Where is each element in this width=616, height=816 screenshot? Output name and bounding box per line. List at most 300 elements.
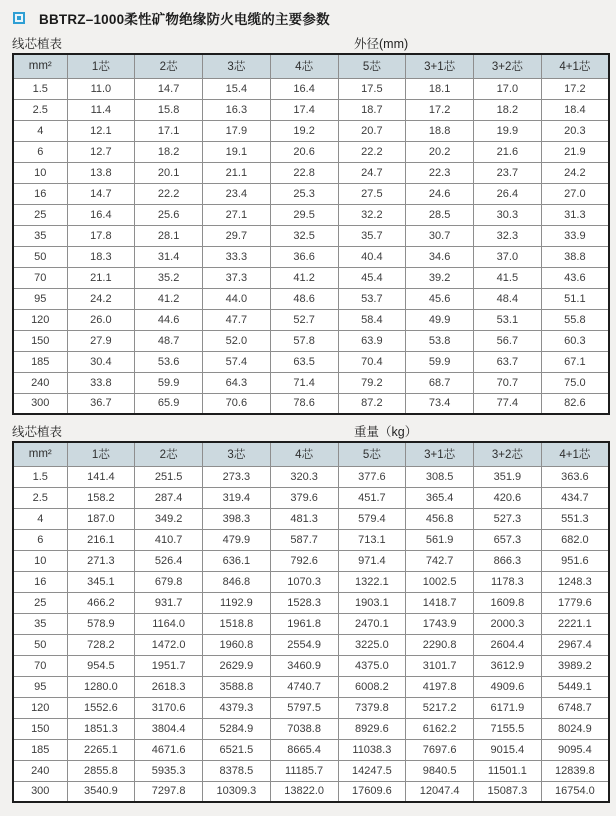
table2-caption-left: 线芯植表 [12,425,63,439]
outer-diameter-table [12,53,610,415]
table-cell: 398.3 [203,508,271,529]
table-cell: 38.8 [541,246,609,267]
column-header: 3芯 [203,442,271,466]
table-row [13,351,609,372]
table-row [13,760,609,781]
table-cell: 26.4 [474,183,542,204]
table-cell: 24.2 [541,162,609,183]
table-cell: 4379.3 [203,697,271,718]
table-cell: 50 [13,246,67,267]
table-cell: 22.2 [338,141,406,162]
table-cell: 24.7 [338,162,406,183]
column-header: 2芯 [135,442,203,466]
table-cell: 7038.8 [270,718,338,739]
bullet-core [17,16,21,20]
table-cell: 59.9 [135,372,203,393]
table-cell: 971.4 [338,550,406,571]
table-cell: 6748.7 [541,697,609,718]
table-cell: 28.1 [135,225,203,246]
table-cell: 251.5 [135,466,203,487]
table-cell: 11501.1 [474,760,542,781]
table-cell: 320.3 [270,466,338,487]
table-cell: 31.4 [135,246,203,267]
table-cell: 481.3 [270,508,338,529]
table-cell: 26.0 [67,309,135,330]
table-cell: 5797.5 [270,697,338,718]
table-cell: 6171.9 [474,697,542,718]
table-cell: 29.7 [203,225,271,246]
table-cell: 20.1 [135,162,203,183]
table-cell: 479.9 [203,529,271,550]
column-header: 5芯 [338,54,406,78]
table-cell: 379.6 [270,487,338,508]
table-cell: 4 [13,508,67,529]
table-row [13,162,609,183]
table-cell: 16 [13,571,67,592]
table-cell: 679.8 [135,571,203,592]
table-cell: 1.5 [13,78,67,99]
table-cell: 30.7 [406,225,474,246]
table-cell: 9840.5 [406,760,474,781]
table-cell: 56.7 [474,330,542,351]
table-cell: 527.3 [474,508,542,529]
column-header: 4+1芯 [541,442,609,466]
column-header: 1芯 [67,442,135,466]
table-cell: 32.3 [474,225,542,246]
table-cell: 82.6 [541,393,609,414]
table-cell: 19.1 [203,141,271,162]
table-cell: 19.9 [474,120,542,141]
table-cell: 1248.3 [541,571,609,592]
table-cell: 15087.3 [474,781,542,802]
table-cell: 30.4 [67,351,135,372]
table-cell: 1192.9 [203,592,271,613]
table-cell: 18.2 [135,141,203,162]
table-cell: 5284.9 [203,718,271,739]
table-cell: 2629.9 [203,655,271,676]
column-header: 4芯 [270,442,338,466]
table-cell: 37.0 [474,246,542,267]
table-cell: 7297.8 [135,781,203,802]
table-cell: 63.9 [338,330,406,351]
table-cell: 16.4 [270,78,338,99]
bullet-mid [15,14,23,22]
table-cell: 3989.2 [541,655,609,676]
table-cell: 363.6 [541,466,609,487]
table-cell: 17.2 [541,78,609,99]
table-cell: 43.6 [541,267,609,288]
table-cell: 420.6 [474,487,542,508]
table-cell: 273.3 [203,466,271,487]
blue-square-bullet-icon [13,12,25,24]
table-cell: 27.1 [203,204,271,225]
table-cell: 2967.4 [541,634,609,655]
table-cell: 1070.3 [270,571,338,592]
table-row [13,372,609,393]
table-cell: 456.8 [406,508,474,529]
table-cell: 4909.6 [474,676,542,697]
table-cell: 2265.1 [67,739,135,760]
page-title: BBTRZ–1000柔性矿物绝缘防火电缆的主要参数 [39,12,330,27]
table-cell: 36.6 [270,246,338,267]
table-cell: 4671.6 [135,739,203,760]
table-cell: 12.7 [67,141,135,162]
table-cell: 16.3 [203,99,271,120]
table-cell: 73.4 [406,393,474,414]
table-cell: 3170.6 [135,697,203,718]
table-cell: 1002.5 [406,571,474,592]
table-cell: 1528.3 [270,592,338,613]
table-cell: 39.2 [406,267,474,288]
table-cell: 1609.8 [474,592,542,613]
table-cell: 2290.8 [406,634,474,655]
table-cell: 11038.3 [338,739,406,760]
table-cell: 51.1 [541,288,609,309]
table-cell: 713.1 [338,529,406,550]
table-cell: 17609.6 [338,781,406,802]
table-cell: 17.2 [406,99,474,120]
table-cell: 57.8 [270,330,338,351]
table-cell: 15.4 [203,78,271,99]
column-header: 4芯 [270,54,338,78]
table1-caption [12,34,610,51]
table-cell: 271.3 [67,550,135,571]
table-cell: 17.9 [203,120,271,141]
table-cell: 5217.2 [406,697,474,718]
header-row [13,54,609,78]
table-row [13,487,609,508]
table-cell: 185 [13,351,67,372]
table-row [13,288,609,309]
table-cell: 10 [13,162,67,183]
table1-caption-right: 外径(mm) [354,37,409,51]
table-cell: 35.2 [135,267,203,288]
table-cell: 1472.0 [135,634,203,655]
table-row [13,393,609,414]
table-cell: 18.8 [406,120,474,141]
table-row [13,529,609,550]
table-cell: 466.2 [67,592,135,613]
table-cell: 25 [13,204,67,225]
table-cell: 11.4 [67,99,135,120]
table-cell: 434.7 [541,487,609,508]
table-cell: 17.8 [67,225,135,246]
weight-table [12,441,610,803]
table-cell: 41.2 [135,288,203,309]
column-header: 2芯 [135,54,203,78]
table-cell: 3612.9 [474,655,542,676]
table-cell: 19.2 [270,120,338,141]
table-cell: 240 [13,372,67,393]
table-cell: 29.5 [270,204,338,225]
table-cell: 70 [13,655,67,676]
table-cell: 2.5 [13,99,67,120]
table-cell: 11185.7 [270,760,338,781]
table-row [13,246,609,267]
table1-caption-left: 线芯植表 [12,37,63,51]
table-cell: 12.1 [67,120,135,141]
table-row [13,141,609,162]
table-cell: 657.3 [474,529,542,550]
table-cell: 2604.4 [474,634,542,655]
table-cell: 10 [13,550,67,571]
column-header: 1芯 [67,54,135,78]
table-cell: 1178.3 [474,571,542,592]
table-cell: 50 [13,634,67,655]
table-cell: 185 [13,739,67,760]
table-cell: 3588.8 [203,676,271,697]
table-row [13,550,609,571]
table-cell: 1164.0 [135,613,203,634]
table-cell: 70.4 [338,351,406,372]
table-cell: 8929.6 [338,718,406,739]
table-cell: 187.0 [67,508,135,529]
table-cell: 1743.9 [406,613,474,634]
table-cell: 6162.2 [406,718,474,739]
table-cell: 17.0 [474,78,542,99]
table-cell: 21.9 [541,141,609,162]
table-cell: 2618.3 [135,676,203,697]
table-cell: 52.7 [270,309,338,330]
table-cell: 150 [13,718,67,739]
column-header: mm² [13,54,67,78]
table-row [13,655,609,676]
table-cell: 2554.9 [270,634,338,655]
table-cell: 120 [13,309,67,330]
table-cell: 15.8 [135,99,203,120]
table-cell: 8024.9 [541,718,609,739]
table-cell: 4197.8 [406,676,474,697]
table-cell: 14247.5 [338,760,406,781]
table-cell: 48.4 [474,288,542,309]
table-cell: 587.7 [270,529,338,550]
table-cell: 5935.3 [135,760,203,781]
table-cell: 6 [13,529,67,550]
table-cell: 351.9 [474,466,542,487]
column-header: 3+1芯 [406,442,474,466]
table-cell: 1552.6 [67,697,135,718]
table-cell: 70 [13,267,67,288]
table-cell: 3804.4 [135,718,203,739]
table-cell: 32.2 [338,204,406,225]
table-cell: 120 [13,697,67,718]
table-cell: 300 [13,393,67,414]
table-cell: 7379.8 [338,697,406,718]
table-cell: 1851.3 [67,718,135,739]
table-cell: 4 [13,120,67,141]
table-cell: 150 [13,330,67,351]
table-cell: 18.7 [338,99,406,120]
table-row [13,466,609,487]
table-cell: 636.1 [203,550,271,571]
table-cell: 32.5 [270,225,338,246]
table-cell: 6521.5 [203,739,271,760]
table-cell: 141.4 [67,466,135,487]
table-cell: 22.2 [135,183,203,204]
table-row [13,613,609,634]
table-cell: 60.3 [541,330,609,351]
table-cell: 7155.5 [474,718,542,739]
table-cell: 6008.2 [338,676,406,697]
table-cell: 59.9 [406,351,474,372]
table-cell: 1322.1 [338,571,406,592]
table-cell: 24.6 [406,183,474,204]
table-cell: 21.1 [67,267,135,288]
table-cell: 40.4 [338,246,406,267]
table-cell: 53.6 [135,351,203,372]
table-cell: 20.2 [406,141,474,162]
table-cell: 18.2 [474,99,542,120]
table-cell: 3101.7 [406,655,474,676]
table-cell: 44.6 [135,309,203,330]
table-cell: 48.7 [135,330,203,351]
table-cell: 28.5 [406,204,474,225]
table-cell: 45.4 [338,267,406,288]
table-cell: 79.2 [338,372,406,393]
table-cell: 377.6 [338,466,406,487]
table-cell: 13.8 [67,162,135,183]
table-cell: 77.4 [474,393,542,414]
table-cell: 345.1 [67,571,135,592]
column-header: 3+1芯 [406,54,474,78]
table-cell: 70.6 [203,393,271,414]
table-cell: 47.7 [203,309,271,330]
table-row [13,676,609,697]
table-row [13,78,609,99]
table-row [13,225,609,246]
table-cell: 41.5 [474,267,542,288]
table-cell: 2855.8 [67,760,135,781]
table-cell: 67.1 [541,351,609,372]
table-cell: 25 [13,592,67,613]
table-cell: 87.2 [338,393,406,414]
table-cell: 951.6 [541,550,609,571]
table-row [13,99,609,120]
table-cell: 792.6 [270,550,338,571]
table-cell: 17.4 [270,99,338,120]
table2-caption [12,422,610,439]
table-cell: 728.2 [67,634,135,655]
table-cell: 25.6 [135,204,203,225]
table-cell: 287.4 [135,487,203,508]
table-cell: 319.4 [203,487,271,508]
table-cell: 20.7 [338,120,406,141]
table-row [13,183,609,204]
table-cell: 8378.5 [203,760,271,781]
table-cell: 35 [13,225,67,246]
table-cell: 8665.4 [270,739,338,760]
table-row [13,718,609,739]
table-cell: 22.8 [270,162,338,183]
table-cell: 20.6 [270,141,338,162]
table-row [13,120,609,141]
table-cell: 17.1 [135,120,203,141]
table-cell: 308.5 [406,466,474,487]
column-header: 3+2芯 [474,442,542,466]
header-row [13,442,609,466]
table-cell: 14.7 [135,78,203,99]
table-cell: 95 [13,288,67,309]
table2-caption-right: 重量（kg） [354,425,418,439]
table-cell: 53.1 [474,309,542,330]
table-cell: 27.9 [67,330,135,351]
table-cell: 57.4 [203,351,271,372]
table-cell: 240 [13,760,67,781]
table-cell: 10309.3 [203,781,271,802]
table-cell: 1.5 [13,466,67,487]
table-cell: 216.1 [67,529,135,550]
table-cell: 1779.6 [541,592,609,613]
table-cell: 27.0 [541,183,609,204]
table-cell: 1961.8 [270,613,338,634]
table-cell: 300 [13,781,67,802]
column-header: mm² [13,442,67,466]
table-cell: 70.7 [474,372,542,393]
table-row [13,309,609,330]
tables-gap [12,415,616,422]
table-cell: 5449.1 [541,676,609,697]
table-cell: 9015.4 [474,739,542,760]
table-cell: 21.1 [203,162,271,183]
table-cell: 55.8 [541,309,609,330]
table-cell: 561.9 [406,529,474,550]
table-row [13,634,609,655]
table-cell: 65.9 [135,393,203,414]
table-cell: 20.3 [541,120,609,141]
table-row [13,267,609,288]
table-cell: 53.7 [338,288,406,309]
table-cell: 742.7 [406,550,474,571]
table-cell: 1418.7 [406,592,474,613]
table-cell: 9095.4 [541,739,609,760]
table-cell: 71.4 [270,372,338,393]
table-cell: 45.6 [406,288,474,309]
table-cell: 52.0 [203,330,271,351]
table-cell: 6 [13,141,67,162]
column-header: 3+2芯 [474,54,542,78]
table-cell: 551.3 [541,508,609,529]
table-cell: 16.4 [67,204,135,225]
table-cell: 3540.9 [67,781,135,802]
table-cell: 158.2 [67,487,135,508]
table-cell: 37.3 [203,267,271,288]
table-cell: 14.7 [67,183,135,204]
table-cell: 33.3 [203,246,271,267]
table-row [13,697,609,718]
table-row [13,781,609,802]
page-title-row [12,9,616,27]
table-cell: 31.3 [541,204,609,225]
table-cell: 12047.4 [406,781,474,802]
table-cell: 17.5 [338,78,406,99]
table-cell: 954.5 [67,655,135,676]
table-cell: 24.2 [67,288,135,309]
table-cell: 931.7 [135,592,203,613]
table-cell: 41.2 [270,267,338,288]
table-cell: 1280.0 [67,676,135,697]
table-cell: 866.3 [474,550,542,571]
table-cell: 578.9 [67,613,135,634]
table-cell: 1903.1 [338,592,406,613]
table-cell: 36.7 [67,393,135,414]
table-cell: 53.8 [406,330,474,351]
table-cell: 12839.8 [541,760,609,781]
table-cell: 526.4 [135,550,203,571]
table-row [13,571,609,592]
table-cell: 3460.9 [270,655,338,676]
table-cell: 4375.0 [338,655,406,676]
table-cell: 35.7 [338,225,406,246]
